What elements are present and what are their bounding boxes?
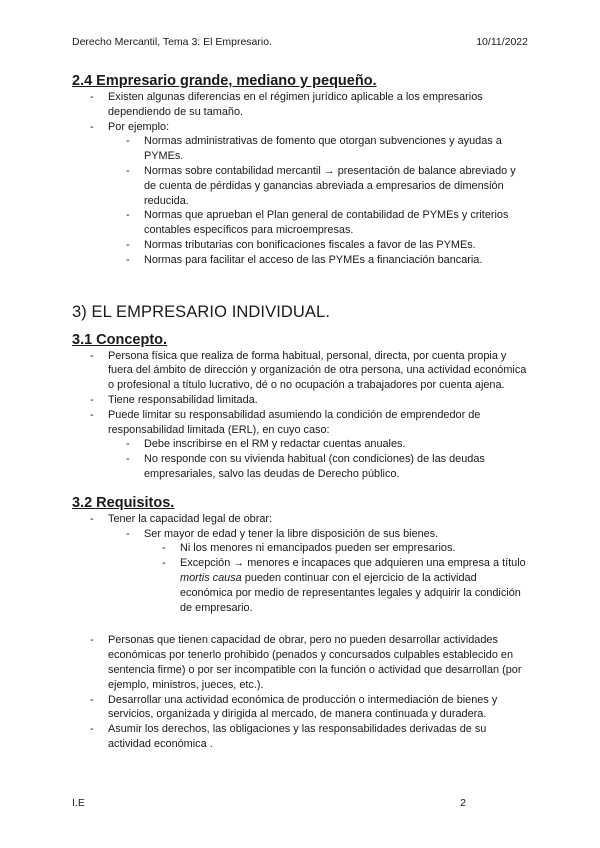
list-item: - Por ejemplo: [90, 120, 170, 133]
sub-list-item: - Normas que aprueban el Plan general de contabilidad de PYMEs y criterios contables específicos para microempresas. [126, 209, 509, 237]
bullet-dash: - [126, 527, 130, 540]
footer-author: I.E [72, 797, 85, 809]
bullet-dash: - [126, 135, 130, 148]
list-item: - Persona física que realiza de forma habitual, personal, directa, por cuenta propia y fuera del ámbito de dirección y organización de otra persona, una actividad económica o profesional a título lucrativo, dé o no ocupación a trabajadores por cuenta ajena. [90, 349, 527, 392]
document-body [72, 72, 528, 752]
bullet-list [72, 512, 528, 616]
bullet-dash: - [90, 512, 94, 525]
bullet-list [72, 633, 528, 751]
bullet-list [72, 349, 528, 482]
section-heading-3-2: 3.2 Requisitos. [72, 494, 175, 511]
list-item: - Desarrollar una actividad económica de producción o intermediación de bienes y servicios, organizada y dirigida al mercado, de manera continuada y duradera. [90, 693, 498, 721]
bullet-dash: - [90, 349, 94, 362]
bullet-dash: - [126, 209, 130, 222]
list-item: - Tiene responsabilidad limitada. [90, 393, 258, 406]
sub-list-item: - Normas tributarias con bonificaciones fiscales a favor de las PYMEs. [126, 238, 476, 251]
list-item: - Tener la capacidad legal de obrar: [90, 512, 273, 525]
bullet-dash: - [90, 91, 94, 103]
list-item: - Puede limitar su responsabilidad asumiendo la condición de emprendedor de responsabilidad limitada (ERL), en cuyo caso: [90, 408, 481, 436]
section-heading-2-4: 2.4 Empresario grande, mediano y pequeño. [72, 73, 377, 89]
bullet-dash: - [90, 693, 94, 706]
section-heading-3-1: 3.1 Concepto. [72, 331, 168, 348]
bullet-dash: - [126, 164, 130, 177]
bullet-dash: - [126, 238, 130, 251]
sub-sub-list-item: - Ni los menores ni emancipados pueden ser empresarios. [162, 542, 456, 555]
sub-sub-list-item: - Excepción → menores e incapaces que adquieren una empresa a título mortis causa pueden continuar con el ejercicio de la actividad económica por medio de representantes legales y adquirir la condición de empresario. [162, 557, 526, 614]
bullet-list [72, 90, 528, 268]
sub-list-item: - No responde con su vivienda habitual (con condiciones) de las deudas empresariales, salvo las deudas de Derecho público. [126, 453, 485, 480]
header-date: 10/11/2022 [476, 36, 528, 48]
sub-list-item: - Ser mayor de edad y tener la libre disposición de sus bienes. [126, 527, 439, 540]
sub-list-item: - Normas para facilitar el acceso de las PYMEs a financiación bancaria. [126, 253, 483, 266]
page-number: 2 [460, 797, 466, 809]
list-item: - Asumir los derechos, las obligaciones y las responsabilidades derivadas de su actividad económica . [90, 723, 487, 750]
bullet-dash: - [90, 393, 94, 406]
bullet-dash: - [162, 542, 166, 555]
bullet-dash: - [90, 408, 94, 421]
bullet-dash: - [90, 723, 94, 736]
latin-term: mortis causa [180, 571, 242, 584]
bullet-dash: - [126, 453, 130, 466]
sub-list-item: - Debe inscribirse en el RM y redactar cuentas anuales. [126, 438, 406, 451]
bullet-dash: - [90, 634, 94, 647]
bullet-dash: - [162, 557, 166, 570]
sub-list-item: - Normas administrativas de fomento que otorgan subvenciones y ayudas a PYMEs. [126, 135, 502, 163]
list-item: - Existen algunas diferencias en el régimen jurídico aplicable a los empresarios dependiendo de su tamaño. [90, 91, 483, 118]
page-header [72, 36, 528, 50]
bullet-dash: - [126, 438, 130, 451]
list-item: - Personas que tienen capacidad de obrar, pero no pueden desarrollar actividades económicas por tenerlo prohibido (penados y concursados culpables establecido en sentencia firme) o por ser incompatible con la función o actividad que desarrollan (por ejemplo, ministros, jueces, etc.). [90, 634, 522, 691]
sub-list-item: - Normas sobre contabilidad mercantil → presentación de balance abreviado y de cuenta de pérdidas y ganancias abreviada a empresarios de dimensión reducida. [126, 164, 516, 207]
section-heading-3: 3) EL EMPRESARIO INDIVIDUAL. [72, 302, 331, 321]
bullet-dash: - [126, 253, 130, 266]
bullet-dash: - [90, 120, 94, 133]
page-footer [72, 797, 528, 811]
header-title: Derecho Mercantil, Tema 3: El Empresario. [72, 36, 272, 48]
